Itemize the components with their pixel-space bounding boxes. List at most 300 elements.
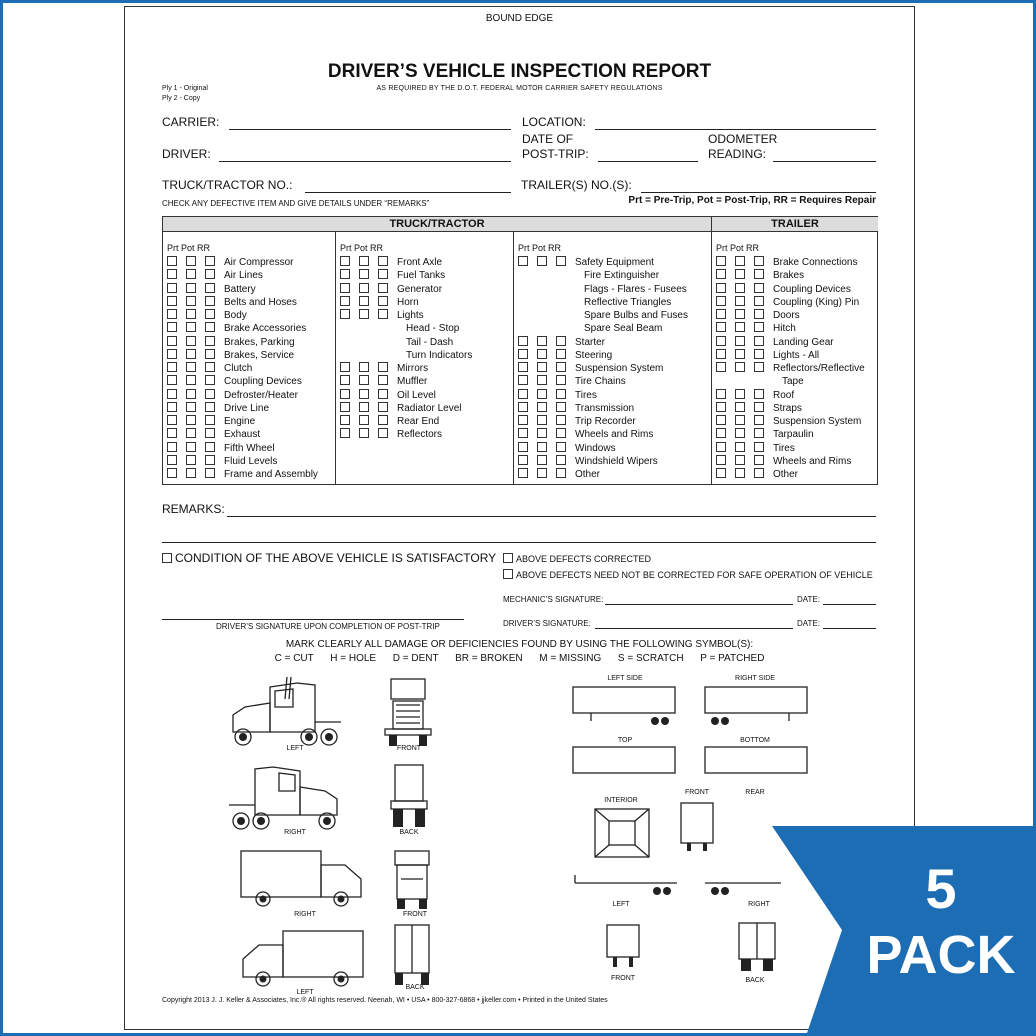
box-truck-right-diagram[interactable] [237,847,367,909]
checklist-item-label: Coupling Devices [224,376,302,388]
pot-checkbox[interactable] [735,322,745,332]
checklist-item-label: Drive Line [224,402,270,414]
checklist-item [518,375,626,388]
checklist-item-label: Steering [575,349,613,361]
checklist-item [340,256,442,269]
rr-checkbox[interactable] [556,336,566,346]
pot-checkbox[interactable] [186,389,196,399]
pot-checkbox[interactable] [735,362,745,372]
pot-checkbox[interactable] [735,389,745,399]
prt-checkbox[interactable] [716,296,726,306]
prt-checkbox[interactable] [167,269,177,279]
prt-checkbox[interactable] [167,256,177,266]
prt-checkbox[interactable] [716,415,726,425]
pot-checkbox[interactable] [735,283,745,293]
pot-checkbox[interactable] [186,375,196,385]
form-title: DRIVER’S VEHICLE INSPECTION REPORT [327,61,712,82]
rr-checkbox[interactable] [378,389,388,399]
rr-checkbox[interactable] [556,375,566,385]
column-header: Prt Pot RR [167,243,211,253]
truck-tractor-header: TRUCK/TRACTOR [163,217,711,232]
driver-date-field[interactable] [823,628,876,629]
checklist-item-label: Tire Chains [575,376,626,388]
defects-not-needed-checkbox[interactable] [503,569,513,579]
checklist-item [716,362,865,375]
prt-checkbox[interactable] [716,468,726,478]
checklist-item [167,349,294,362]
odometer-field[interactable] [773,161,876,162]
checklist-item [716,415,861,428]
checklist-item-label: Reflectors/Reflective [773,363,865,374]
rr-checkbox[interactable] [754,269,764,279]
defects-not-needed-label: ABOVE DEFECTS NEED NOT BE CORRECTED FOR SAFE OPERATION OF VEHICLE [516,570,873,580]
driver-post-trip-signature-field[interactable] [162,619,464,620]
pot-checkbox[interactable] [186,468,196,478]
rr-checkbox[interactable] [754,349,764,359]
checklist-item [716,336,834,349]
pot-checkbox[interactable] [537,349,547,359]
tractor-right-diagram[interactable] [225,763,345,835]
pot-checkbox[interactable] [537,428,547,438]
checklist-item [518,296,671,309]
pot-checkbox[interactable] [359,375,369,385]
checklist-item-label: Brakes [773,270,805,282]
checklist-item-label: Tarpaulin [773,429,814,441]
checklist-item [340,283,442,296]
checklist-item [340,362,428,375]
checklist-item-label: Windows [575,442,616,454]
prt-checkbox[interactable] [518,336,528,346]
rr-checkbox[interactable] [378,309,388,319]
checklist-item [167,375,302,388]
checklist-item-label: Radiator Level [397,402,462,414]
prt-checkbox[interactable] [340,389,350,399]
legend-text: Prt = Pre-Trip, Pot = Post-Trip, RR = Requires Repair [628,195,876,206]
rr-checkbox[interactable] [205,336,215,346]
driver-date-label: DATE: [797,619,820,628]
checklist-item [518,389,597,402]
prt-checkbox[interactable] [340,256,350,266]
prt-checkbox[interactable] [716,442,726,452]
pot-checkbox[interactable] [735,455,745,465]
checklist-item [167,269,263,282]
checklist-item [167,402,269,415]
condition-satisfactory[interactable] [162,551,496,565]
trailer-bottom-diagram[interactable] [703,745,809,777]
rr-checkbox[interactable] [556,468,566,478]
prt-checkbox[interactable] [167,322,177,332]
pot-checkbox[interactable] [186,402,196,412]
rr-checkbox[interactable] [205,402,215,412]
pot-checkbox[interactable] [186,309,196,319]
rr-checkbox[interactable] [205,468,215,478]
prt-checkbox[interactable] [167,283,177,293]
pot-checkbox[interactable] [186,269,196,279]
trailer-left-side-diagram[interactable] [571,683,677,729]
pot-checkbox[interactable] [359,269,369,279]
box-truck-left-diagram[interactable] [237,927,367,989]
rr-checkbox[interactable] [205,415,215,425]
trailer-interior-diagram[interactable] [593,807,651,859]
rr-checkbox[interactable] [205,349,215,359]
checklist-item-label: Tail - Dash [406,336,454,348]
rr-checkbox[interactable] [754,389,764,399]
checklist-item [340,309,424,322]
pot-checkbox[interactable] [359,283,369,293]
pot-checkbox[interactable] [359,256,369,266]
rr-checkbox[interactable] [205,256,215,266]
location-field[interactable] [595,129,876,130]
checklist-item [167,256,293,269]
defects-corrected-checkbox[interactable] [503,553,513,563]
pot-checkbox[interactable] [186,415,196,425]
prt-checkbox[interactable] [340,309,350,319]
remarks-field-line-2[interactable] [162,542,876,543]
checklist-item-label: Fluid Levels [224,455,278,467]
prt-checkbox[interactable] [167,455,177,465]
pot-checkbox[interactable] [186,442,196,452]
right-side-label: RIGHT SIDE [735,675,775,682]
prt-checkbox[interactable] [167,349,177,359]
pot-checkbox[interactable] [537,375,547,385]
checklist-item [340,415,439,428]
rr-checkbox[interactable] [754,296,764,306]
checklist-column-2 [335,232,514,484]
checklist-item-label: Reflectors [397,429,443,441]
checklist-item [716,428,814,441]
condition-checkbox[interactable] [162,553,172,563]
checklist-item-label: Lights [397,310,424,321]
checklist-item [518,309,688,322]
prt-checkbox[interactable] [340,375,350,385]
rr-checkbox[interactable] [754,362,764,372]
checklist-item [716,402,802,415]
checklist-item [340,349,472,362]
rr-checkbox[interactable] [754,415,764,425]
checklist-item [518,402,634,415]
column-header: Prt Pot RR [716,243,760,253]
flatbed-front-diagram[interactable] [603,923,643,973]
driver-signature-field[interactable] [595,628,793,629]
checklist-item-label: Fire Extinguisher [584,270,660,282]
driver-label: DRIVER: [162,147,211,161]
checklist-item-label: Engine [224,416,256,427]
prt-checkbox[interactable] [167,402,177,412]
pot-checkbox[interactable] [186,256,196,266]
trailer-no-field[interactable] [641,192,876,193]
pot-checkbox[interactable] [537,362,547,372]
pot-checkbox[interactable] [537,455,547,465]
rr-checkbox[interactable] [556,389,566,399]
prt-checkbox[interactable] [716,349,726,359]
prt-checkbox[interactable] [340,296,350,306]
prt-checkbox[interactable] [716,389,726,399]
carrier-field[interactable] [229,129,511,130]
prt-checkbox[interactable] [518,389,528,399]
checklist-column-1 [163,232,335,484]
prt-checkbox[interactable] [716,402,726,412]
flatbed-left-diagram[interactable] [573,873,679,903]
pot-checkbox[interactable] [537,468,547,478]
rr-checkbox[interactable] [378,415,388,425]
pot-checkbox[interactable] [735,256,745,266]
prt-checkbox[interactable] [167,442,177,452]
rr-checkbox[interactable] [754,442,764,452]
prt-checkbox[interactable] [716,362,726,372]
tractor-left-diagram[interactable] [225,677,345,753]
pot-checkbox[interactable] [537,442,547,452]
checklist-item [340,402,461,415]
rr-checkbox[interactable] [378,362,388,372]
box-truck-front-diagram[interactable] [391,849,433,911]
prt-checkbox[interactable] [518,442,528,452]
pot-checkbox[interactable] [735,309,745,319]
prt-checkbox[interactable] [167,309,177,319]
checklist-item [518,336,605,349]
rr-checkbox[interactable] [378,256,388,266]
pot-checkbox[interactable] [186,322,196,332]
truck-no-field[interactable] [305,192,511,193]
pot-checkbox[interactable] [735,402,745,412]
pot-checkbox[interactable] [537,336,547,346]
box-truck-back-diagram[interactable] [391,923,433,987]
prt-checkbox[interactable] [518,362,528,372]
prt-checkbox[interactable] [716,283,726,293]
rr-checkbox[interactable] [205,322,215,332]
rr-checkbox[interactable] [205,455,215,465]
prt-checkbox[interactable] [340,269,350,279]
checklist-item [716,468,798,481]
right-label: RIGHT [294,911,316,918]
checklist-item [518,442,616,455]
pot-checkbox[interactable] [735,269,745,279]
pot-checkbox[interactable] [359,415,369,425]
defects-not-needed[interactable] [503,569,873,580]
ply-2-label: Ply 2 - Copy [162,95,201,102]
tractor-front-diagram[interactable] [383,675,433,747]
pot-checkbox[interactable] [186,362,196,372]
prt-checkbox[interactable] [518,468,528,478]
defects-corrected-label: ABOVE DEFECTS CORRECTED [516,554,652,564]
pot-checkbox[interactable] [735,296,745,306]
checklist-item [716,389,794,402]
rr-checkbox[interactable] [205,309,215,319]
checklist-item-label: Tires [575,389,597,401]
rr-checkbox[interactable] [205,296,215,306]
back-label: BACK [405,984,425,991]
checklist-item-label: Hitch [773,323,796,335]
rr-checkbox[interactable] [556,256,566,266]
checklist-item-label: Oil Level [397,389,436,401]
prt-checkbox[interactable] [167,296,177,306]
prt-checkbox[interactable] [340,362,350,372]
checklist-item [340,296,419,309]
pot-checkbox[interactable] [186,428,196,438]
checklist-item-label: Wheels and Rims [773,455,852,467]
pot-checkbox[interactable] [735,428,745,438]
checklist-item-label: Fifth Wheel [224,442,275,454]
prt-checkbox[interactable] [716,322,726,332]
prt-checkbox[interactable] [716,455,726,465]
prt-checkbox[interactable] [167,415,177,425]
driver-field[interactable] [219,161,511,162]
checklist-item-label: Safety Equipment [575,257,654,268]
trailer-front-diagram[interactable] [677,801,717,853]
rr-checkbox[interactable] [378,283,388,293]
checklist-item-label: Windshield Wipers [575,455,658,467]
prt-checkbox[interactable] [518,256,528,266]
checklist-item [167,442,275,455]
mechanic-signature-field[interactable] [605,604,793,605]
pot-checkbox[interactable] [186,296,196,306]
prt-checkbox[interactable] [518,455,528,465]
prt-checkbox[interactable] [518,402,528,412]
pot-checkbox[interactable] [359,296,369,306]
pot-checkbox[interactable] [735,415,745,425]
prt-checkbox[interactable] [716,336,726,346]
prt-checkbox[interactable] [716,269,726,279]
left-label: LEFT [296,989,314,996]
checklist-item-label: Roof [773,389,795,401]
checklist-item [340,389,436,402]
rear-label: REAR [745,789,765,796]
rr-checkbox[interactable] [556,349,566,359]
rr-checkbox[interactable] [556,402,566,412]
rr-checkbox[interactable] [205,269,215,279]
checklist-item-label: Tape [782,376,804,388]
rr-checkbox[interactable] [754,309,764,319]
rr-checkbox[interactable] [378,375,388,385]
checklist-item [167,296,297,309]
rr-checkbox[interactable] [378,296,388,306]
pot-checkbox[interactable] [359,389,369,399]
pot-checkbox[interactable] [186,336,196,346]
checklist-item [167,389,298,402]
trailer-top-diagram[interactable] [571,745,677,777]
rr-checkbox[interactable] [205,428,215,438]
prt-checkbox[interactable] [518,415,528,425]
rr-checkbox[interactable] [378,428,388,438]
checklist-item-label: Spare Seal Beam [584,323,663,335]
rr-checkbox[interactable] [205,375,215,385]
pot-checkbox[interactable] [359,428,369,438]
checklist-item [518,283,687,296]
checklist-item-label: Horn [397,296,419,308]
remarks-field[interactable] [227,516,876,517]
checklist-item [340,375,427,388]
pot-checkbox[interactable] [537,256,547,266]
checklist-item [518,256,654,269]
mechanic-date-field[interactable] [823,604,876,605]
prt-checkbox[interactable] [716,256,726,266]
rr-checkbox[interactable] [556,455,566,465]
rr-checkbox[interactable] [556,428,566,438]
rr-checkbox[interactable] [754,322,764,332]
rr-checkbox[interactable] [205,442,215,452]
pot-checkbox[interactable] [359,362,369,372]
top-label: TOP [617,737,633,744]
pot-checkbox[interactable] [735,349,745,359]
checklist-item [716,375,804,388]
pot-checkbox[interactable] [537,415,547,425]
odometer-label: ODOMETER [708,132,778,146]
prt-checkbox[interactable] [167,389,177,399]
prt-checkbox[interactable] [167,468,177,478]
pot-checkbox[interactable] [735,336,745,346]
pot-checkbox[interactable] [359,402,369,412]
checklist-item [518,322,662,335]
rr-checkbox[interactable] [754,428,764,438]
rr-checkbox[interactable] [556,362,566,372]
rr-checkbox[interactable] [205,362,215,372]
pot-checkbox[interactable] [537,389,547,399]
checklist-item-label: Suspension System [773,416,862,427]
rr-checkbox[interactable] [754,283,764,293]
checklist-item [518,415,636,428]
pot-checkbox[interactable] [186,455,196,465]
trailer-right-side-diagram[interactable] [703,683,809,729]
prt-checkbox[interactable] [167,428,177,438]
tractor-back-diagram[interactable] [389,761,429,829]
rr-checkbox[interactable] [378,269,388,279]
date-of-label: DATE OF [522,132,574,146]
rr-checkbox[interactable] [754,455,764,465]
pot-checkbox[interactable] [359,309,369,319]
post-trip-date-field[interactable] [598,161,698,162]
rr-checkbox[interactable] [205,283,215,293]
rr-checkbox[interactable] [556,415,566,425]
checklist-item-label: Other [575,469,601,480]
prt-checkbox[interactable] [518,349,528,359]
pot-checkbox[interactable] [735,468,745,478]
checklist-item [716,322,796,335]
column-header: Prt Pot RR [340,243,384,253]
prt-checkbox[interactable] [716,428,726,438]
checklist-item-label: Brake Connections [773,257,858,268]
pot-checkbox[interactable] [186,283,196,293]
driver-signature-label: DRIVER’S SIGNATURE: [503,619,591,628]
checklist-item-label: Landing Gear [773,336,834,348]
rr-checkbox[interactable] [556,442,566,452]
prt-checkbox[interactable] [340,415,350,425]
prt-checkbox[interactable] [340,428,350,438]
rr-checkbox[interactable] [754,256,764,266]
defects-corrected[interactable] [503,553,651,564]
prt-checkbox[interactable] [716,309,726,319]
prt-checkbox[interactable] [518,375,528,385]
front-label: FRONT [402,911,428,918]
right-label: RIGHT [748,901,770,908]
rr-checkbox[interactable] [754,402,764,412]
pot-checkbox[interactable] [735,442,745,452]
prt-checkbox[interactable] [340,402,350,412]
prt-checkbox[interactable] [167,362,177,372]
pot-checkbox[interactable] [186,349,196,359]
checklist-item [167,415,255,428]
prt-checkbox[interactable] [518,428,528,438]
prt-checkbox[interactable] [340,283,350,293]
left-label: LEFT [286,745,304,752]
rr-checkbox[interactable] [754,336,764,346]
rr-checkbox[interactable] [378,402,388,412]
rr-checkbox[interactable] [754,468,764,478]
checklist-item-label: Trip Recorder [575,416,636,427]
pot-checkbox[interactable] [537,402,547,412]
rr-checkbox[interactable] [205,389,215,399]
checklist-item-label: Front Axle [397,257,443,268]
prt-checkbox[interactable] [167,375,177,385]
prt-checkbox[interactable] [167,336,177,346]
